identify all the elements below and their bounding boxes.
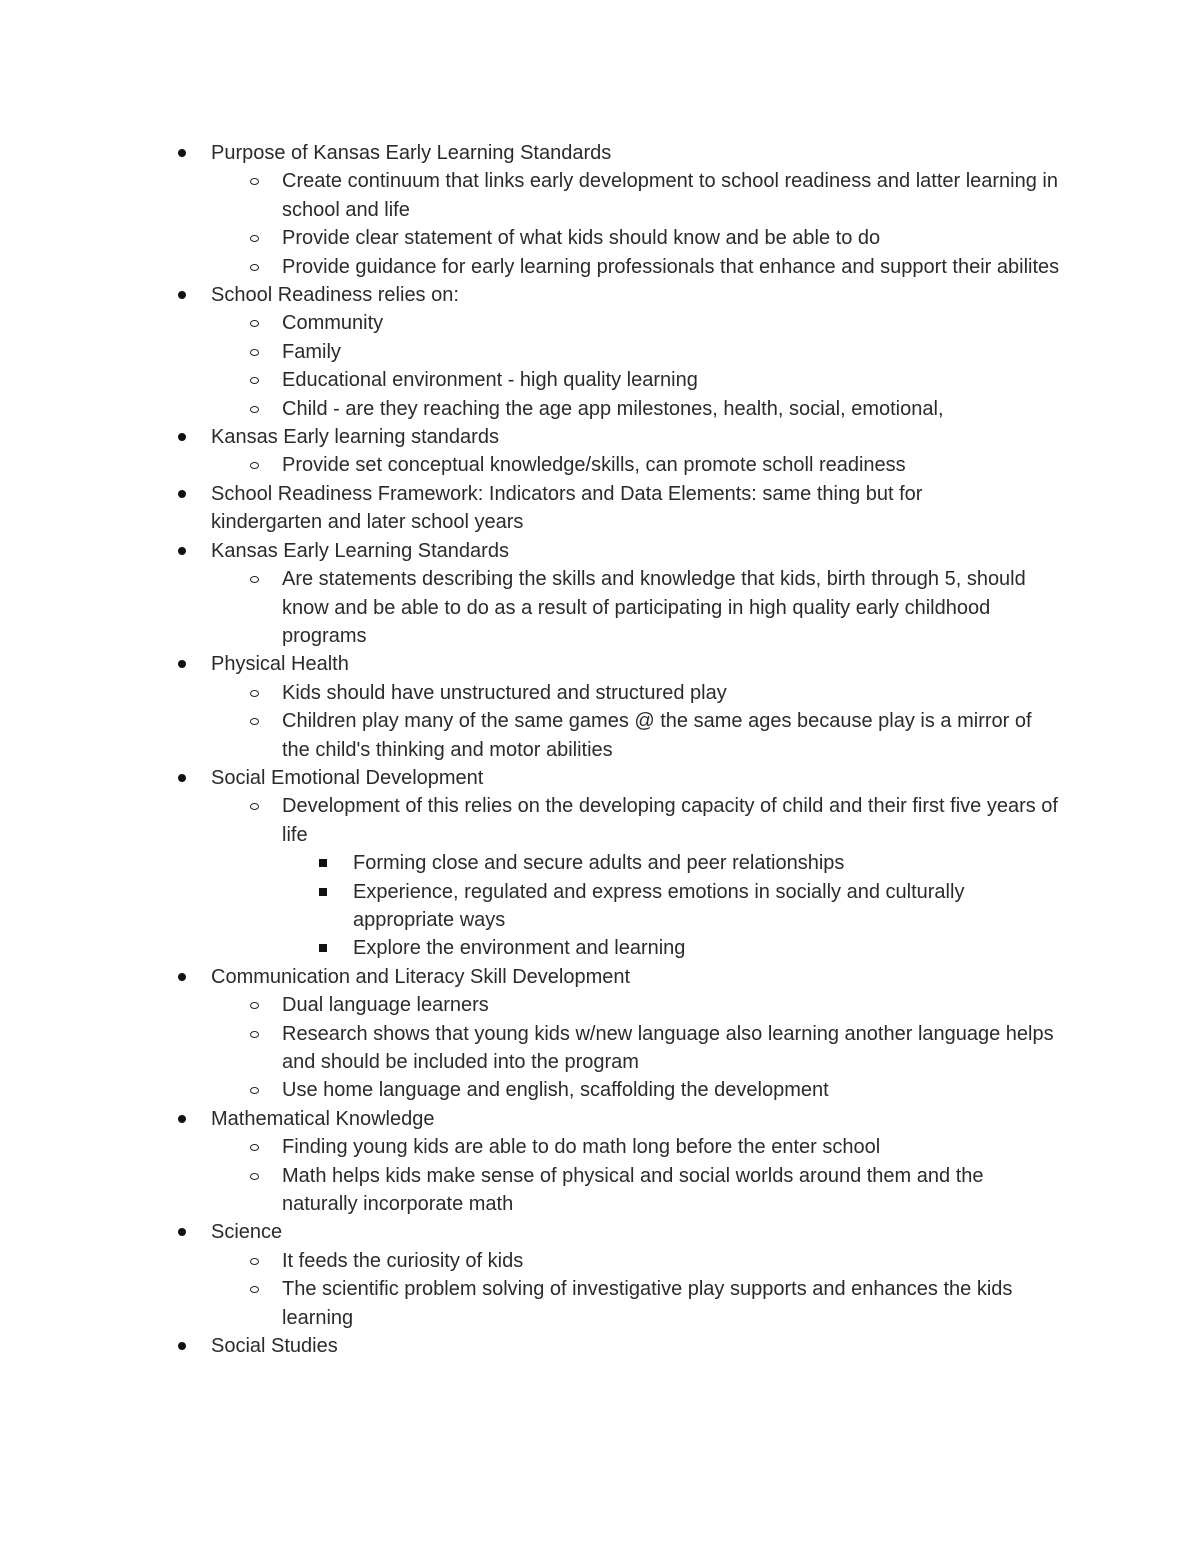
list-item-level-1	[0, 1162, 1062, 1219]
list-item-text: Kids should have unstructured and structured play	[282, 681, 727, 704]
list-item-level-1	[0, 395, 1062, 423]
list-item-text: Children play many of the same games @ the same ages because play is a mirror of the child's thinking and motor abilities	[282, 710, 1032, 761]
list-item-level-1	[0, 167, 1062, 224]
hollow-circle-bullet-icon	[250, 1087, 259, 1094]
list-item-text: Social Emotional Development	[211, 766, 484, 789]
filled-disc-bullet-icon	[178, 1342, 186, 1350]
list-item-level-1	[0, 991, 1062, 1019]
hollow-circle-bullet-icon	[250, 377, 259, 384]
hollow-circle-bullet-icon	[250, 406, 259, 413]
list-item-text: Research shows that young kids w/new language also learning another language helps and should be included into the program	[282, 1022, 1054, 1073]
list-item-text: Child - are they reaching the age app milestones, health, social, emotional,	[282, 397, 944, 420]
hollow-circle-bullet-icon	[250, 1144, 259, 1151]
hollow-circle-bullet-icon	[250, 718, 259, 725]
list-item-level-0	[0, 650, 1011, 678]
list-item-level-0	[0, 281, 1011, 309]
list-item-level-1	[0, 366, 1062, 394]
list-item-text: School Readiness Framework: Indicators and Data Elements: same thing but for kindergarten and later school years	[211, 482, 923, 534]
hollow-circle-bullet-icon	[250, 264, 259, 271]
list-item-level-2	[0, 934, 1043, 962]
list-item-text: Family	[282, 340, 341, 363]
list-item-text: Physical Health	[211, 653, 349, 676]
filled-square-bullet-icon	[319, 859, 327, 867]
list-item-text: Social Studies	[211, 1335, 338, 1358]
list-item-level-0	[0, 764, 1011, 792]
list-item-text: Provide clear statement of what kids should know and be able to do	[282, 227, 881, 250]
list-item-text: Kansas Early Learning Standards	[211, 539, 509, 562]
filled-disc-bullet-icon	[178, 291, 186, 299]
hollow-circle-bullet-icon	[250, 178, 259, 185]
list-item-text: Provide set conceptual knowledge/skills, can promote scholl readiness	[282, 454, 906, 477]
list-item-level-1	[0, 309, 1062, 337]
filled-square-bullet-icon	[319, 944, 327, 952]
filled-disc-bullet-icon	[178, 547, 186, 555]
list-item-level-1	[0, 1020, 1062, 1077]
hollow-circle-bullet-icon	[250, 690, 259, 697]
hollow-circle-bullet-icon	[250, 349, 259, 356]
list-item-level-1	[0, 1247, 1062, 1275]
list-item-text: Are statements describing the skills and knowledge that kids, birth through 5, should know and be able to do as a result of participating in high quality early childhood programs	[282, 568, 1026, 647]
list-item-level-0	[0, 1105, 1011, 1133]
list-item-level-1	[0, 224, 1062, 252]
list-item-level-0	[0, 139, 1011, 167]
hollow-circle-bullet-icon	[250, 462, 259, 469]
bulleted-notes-list	[0, 139, 1200, 1360]
list-item-text: Communication and Literacy Skill Development	[211, 965, 631, 988]
hollow-circle-bullet-icon	[250, 1286, 259, 1293]
list-item-text: Create continuum that links early development to school readiness and latter learning in school and life	[282, 170, 1058, 221]
filled-square-bullet-icon	[319, 888, 327, 896]
list-item-text: Educational environment - high quality learning	[282, 369, 698, 392]
list-item-level-1	[0, 338, 1062, 366]
list-item-level-0	[0, 537, 1011, 565]
list-item-text: Mathematical Knowledge	[211, 1107, 435, 1130]
hollow-circle-bullet-icon	[250, 320, 259, 327]
hollow-circle-bullet-icon	[250, 1031, 259, 1038]
list-item-level-1	[0, 707, 1062, 764]
list-item-text: Dual language learners	[282, 994, 489, 1017]
list-item-level-2	[0, 849, 1043, 877]
hollow-circle-bullet-icon	[250, 1258, 259, 1265]
list-item-level-0	[0, 963, 1011, 991]
filled-disc-bullet-icon	[178, 149, 186, 157]
list-item-level-0	[0, 423, 1011, 451]
list-item-text: Forming close and secure adults and peer relationships	[353, 852, 845, 875]
list-item-level-1	[0, 451, 1062, 479]
filled-disc-bullet-icon	[178, 973, 186, 981]
filled-disc-bullet-icon	[178, 1115, 186, 1123]
list-item-text: Experience, regulated and express emotions in socially and culturally appropriate ways	[353, 880, 965, 931]
list-item-level-1	[0, 792, 1062, 849]
list-item-text: Finding young kids are able to do math long before the enter school	[282, 1136, 881, 1159]
list-item-level-1	[0, 1076, 1062, 1104]
list-item-text: School Readiness relies on:	[211, 284, 459, 307]
filled-disc-bullet-icon	[178, 1228, 186, 1236]
hollow-circle-bullet-icon	[250, 803, 259, 810]
filled-disc-bullet-icon	[178, 660, 186, 668]
list-item-level-0	[0, 1218, 1011, 1246]
list-item-level-0	[0, 480, 1011, 537]
list-item-level-1	[0, 679, 1062, 707]
list-item-level-1	[0, 253, 1062, 281]
hollow-circle-bullet-icon	[250, 1002, 259, 1009]
hollow-circle-bullet-icon	[250, 235, 259, 242]
list-item-text: The scientific problem solving of investigative play supports and enhances the kids learning	[282, 1278, 1013, 1329]
list-item-text: Provide guidance for early learning professionals that enhance and support their abilites	[282, 255, 1060, 278]
list-item-text: Math helps kids make sense of physical and social worlds around them and the naturally incorporate math	[282, 1164, 984, 1216]
filled-disc-bullet-icon	[178, 490, 186, 498]
list-item-level-1	[0, 565, 1062, 650]
list-item-text: Use home language and english, scaffolding the development	[282, 1079, 829, 1102]
list-item-text: Explore the environment and learning	[353, 937, 686, 960]
hollow-circle-bullet-icon	[250, 1173, 259, 1180]
hollow-circle-bullet-icon	[250, 576, 259, 583]
list-item-text: Science	[211, 1221, 283, 1244]
list-item-level-2	[0, 878, 1043, 935]
list-item-level-0	[0, 1332, 1011, 1360]
list-item-text: Development of this relies on the developing capacity of child and their first five years of life	[282, 795, 1058, 846]
list-item-text: It feeds the curiosity of kids	[282, 1249, 524, 1272]
list-item-level-1	[0, 1133, 1062, 1161]
list-item-text: Kansas Early learning standards	[211, 426, 499, 449]
list-item-text: Purpose of Kansas Early Learning Standards	[211, 142, 612, 164]
filled-disc-bullet-icon	[178, 433, 186, 441]
list-item-level-1	[0, 1275, 1062, 1332]
list-item-text: Community	[282, 312, 384, 335]
filled-disc-bullet-icon	[178, 774, 186, 782]
